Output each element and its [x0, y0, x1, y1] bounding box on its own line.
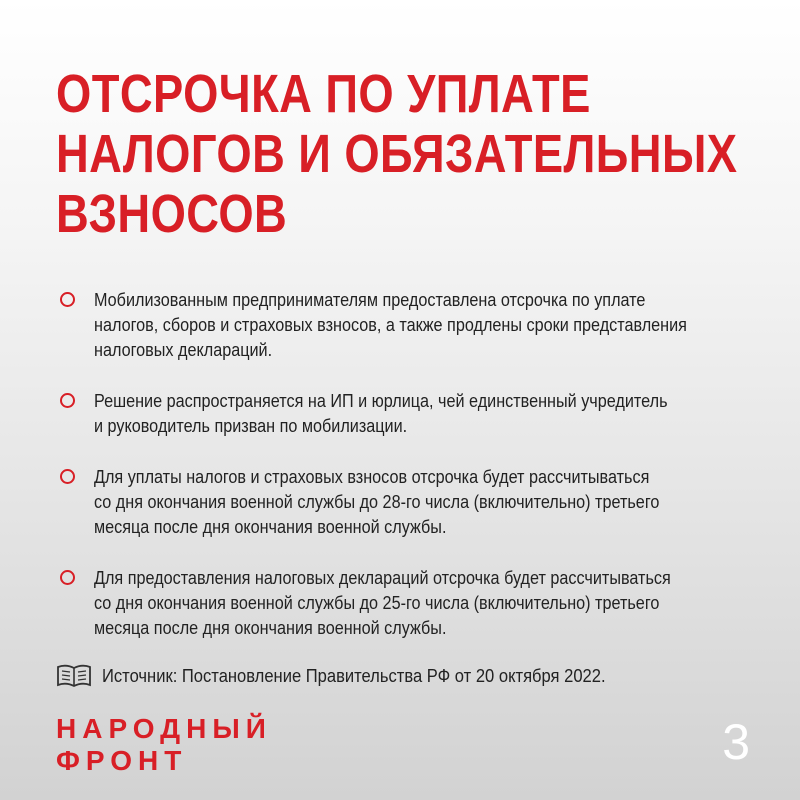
bullet-line: со дня окончания военной службы до 28-го числа (включительно) третьего [94, 492, 660, 512]
bullet-item [58, 389, 758, 439]
circle-bullet-icon [60, 469, 75, 484]
bullet-item [58, 465, 758, 540]
page-title [56, 64, 738, 244]
circle-bullet-icon [60, 292, 75, 307]
source-line [56, 662, 649, 690]
bullet-line: налоговых деклараций. [94, 340, 273, 360]
bullet-line: месяца после дня окончания военной службы. [94, 618, 447, 638]
bullet-line: Решение распространяется на ИП и юрлица, чей единственный учредитель [94, 391, 668, 411]
bullet-line: месяца после дня окончания военной службы. [94, 517, 447, 537]
title-line: ОТСРОЧКА ПО УПЛАТЕ [56, 64, 591, 124]
bullet-list [58, 288, 758, 667]
bullet-line: налогов, сборов и страховых взносов, а также продлены сроки представления [94, 315, 687, 335]
bullet-item [58, 288, 758, 363]
circle-bullet-icon [60, 570, 75, 585]
bullet-item [58, 566, 758, 641]
bullet-text [94, 389, 724, 439]
bullet-text [94, 566, 724, 641]
brand-logo [56, 713, 272, 777]
logo-line: НАРОДНЫЙ [56, 713, 272, 744]
circle-bullet-icon [60, 393, 75, 408]
title-line: НАЛОГОВ И ОБЯЗАТЕЛЬНЫХ [56, 124, 738, 184]
bullet-text [94, 288, 724, 363]
bullet-line: Для уплаты налогов и страховых взносов отсрочка будет рассчитываться [94, 467, 650, 487]
bullet-line: и руководитель призван по мобилизации. [94, 416, 408, 436]
bullet-text [94, 465, 724, 540]
bullet-line: со дня окончания военной службы до 25-го числа (включительно) третьего [94, 593, 660, 613]
logo-line: ФРОНТ [56, 745, 188, 776]
title-line: ВЗНОСОВ [56, 184, 288, 244]
book-icon [56, 662, 92, 690]
source-text: Источник: Постановление Правительства РФ от 20 октября 2022. [102, 665, 606, 686]
page-number: 3 [722, 714, 750, 770]
bullet-line: Для предоставления налоговых деклараций отсрочка будет рассчитываться [94, 568, 671, 588]
bullet-line: Мобилизованным предпринимателям предоставлена отсрочка по уплате [94, 290, 646, 310]
